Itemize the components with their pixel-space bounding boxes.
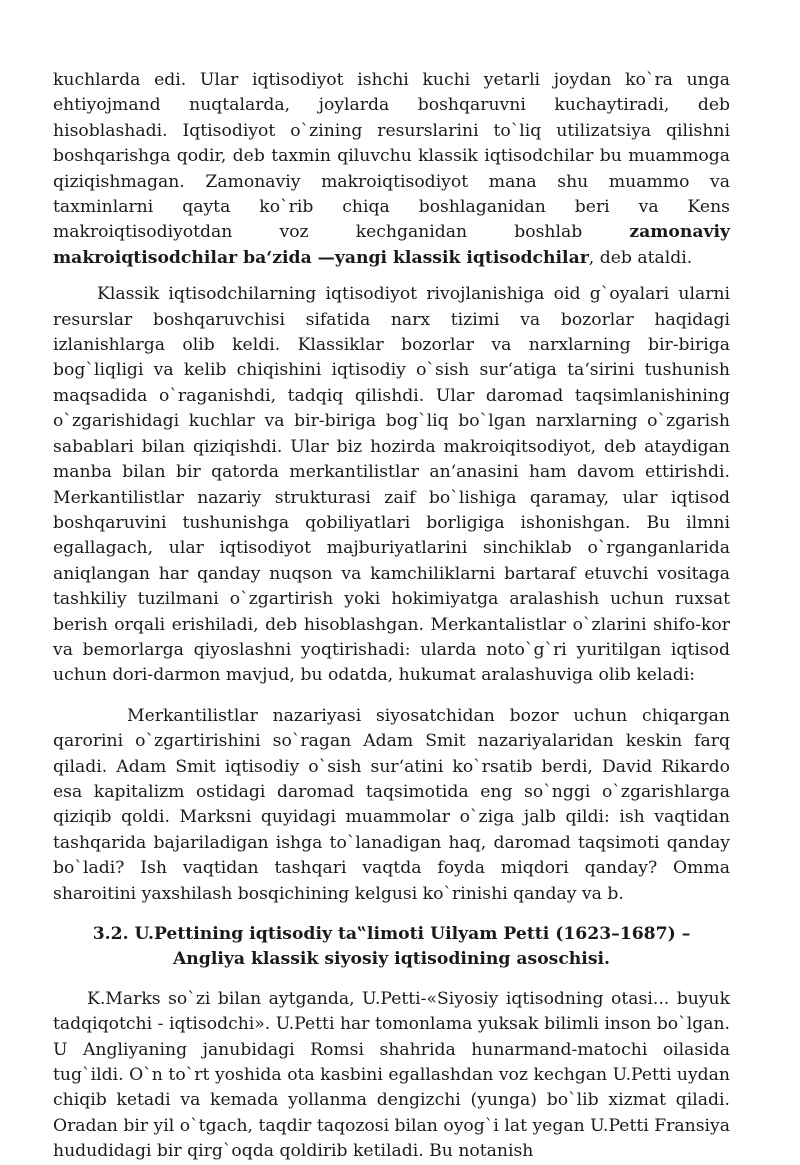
paragraph-1 [53,68,730,271]
paragraph-2: Klassik iqtisodchilarning iqtisodiyot rivojlanishiga oid g`oyalari ularni resurslar boshqaruvchisi sifatida narx tizimi va bozorlar haqidagi izlanishlarga olib keldi. Klassiklar bozorlar va narxlarning bir-biriga bog`liqligi va kelib chiqishini iqtisodiy o`sish sur‘atiga ta‘sirini tushunish maqsadida o`raganishdi, tadqiq qilishdi. Ular daromad taqsimlanishining o`zgarishidagi kuchlar va bir-biriga bog`liq bo`lgan narxlarning o`zgarish sabablari bilan qiziqishdi. Ular biz hozirda makroiqitsodiyot, deb ataydigan manba bilan bir qatorda merkantilistlar an‘anasini ham davom ettirishdi. Merkantilistlar nazariy strukturasi zaif bo`lishiga qaramay, ular iqtisod boshqaruvini tushunishga qobiliyatlari borligiga ishonishgan. Bu ilmni egallagach, ular iqtisodiyot majburiyatlarini sinchiklab o`rganganlarida aniqlangan har qanday nuqson va kamchiliklarni bartaraf etuvchi vositaga tashkiliy tuzilmani o`zgartirish yoki hokimiyatga aralashish uchun ruxsat berish orqali erishiladi, deb hisoblashgan. Merkantalistlar o`zlarini shifo-kor va bemorlarga qiyoslashni yoqtirishadi: ularda noto`g`ri yuritilgan iqtisod uchun dori-darmon mavjud, bu odatda, hukumat aralashuviga olib keladi: [53,284,730,686]
paragraph-1-end: , deb ataldi. [588,247,693,268]
paragraph-1-bold-term: zamonaviy makroiqtisodchilar ba‘zida —yangi klassik iqtisodchilar [53,222,730,268]
paragraph-3: Merkantilistlar nazariyasi siyosatchidan bozor uchun chiqargan qarorini o`zgartirishini so`ragan Adam Smit nazariyalaridan keskin farq qiladi. Adam Smit iqtisodiy o`sish sur‘atini ko`rsatib berdi, David Rikardo esa kapitalizm ostidagi daromad taqsimotida eng so`nggi o`zgarishlarga qiziqib qoldi. Marksni quyidagi muammolar o`ziga jalb qildi: ish vaqtidan tashqarida bajariladigan ishga to`lanadigan haq, daromad taqsimoti qanday bo`ladi? Ish vaqtidan tashqari vaqtda foyda miqdori qanday? Omma sharoitini yaxshilash bosqichining kelgusi ko`rinishi qanday va b. [53,705,730,904]
paragraph-4: K.Marks so`zi bilan aytganda, U.Petti-«Siyosiy iqtisodning otasi... buyuk tadqiqotchi - iqtisodchi». U.Petti har tomonlama yuksak bilimli inson bo`lgan. U Angliyaning janubidagi Romsi shahrida hunarmand-matochi oilasida tug`ildi. O`n to`rt yoshida ota kasbini egallashdan voz kechgan U.Petti uydan chiqib ketadi va kemada yollanma dengizchi (yunga) bo`lib xizmat qiladi. Oradan bir yil o`tgach, taqdir taqozosi bilan oyog`i lat yegan U.Petti Fransiya hududidagi bir qirg`oqda qoldirib ketiladi. Bu notanish [53,988,730,1162]
paragraph-1-text: kuchlarda edi. Ular iqtisodiyot ishchi kuchi yetarli joydan ko`ra unga ehtiyojmand nuqtalarda, joylarda boshqaruvni kuchaytiradi, deb hisoblashadi. Iqtisodiyot o`zining resurslarini to`liq utilizatsiya qilishni boshqarishga qodir, deb taxmin qiluvchu klassik iqtisodchilar bu muammoga qiziqishmagan. Zamonaviy makroiqtisodiyot mana shu muammo va taxminlarni qayta ko`rib chiqa boshlaganidan beri va Kens makroiqtisodiyotdan voz kechganidan boshlab [53,70,730,243]
section-heading: 3.2. U.Pettining iqtisodiy ta‟limoti Uilyam Petti (1623–1687) – Angliya klassik siyosiy iqtisodining asoschisi. [92,924,691,970]
